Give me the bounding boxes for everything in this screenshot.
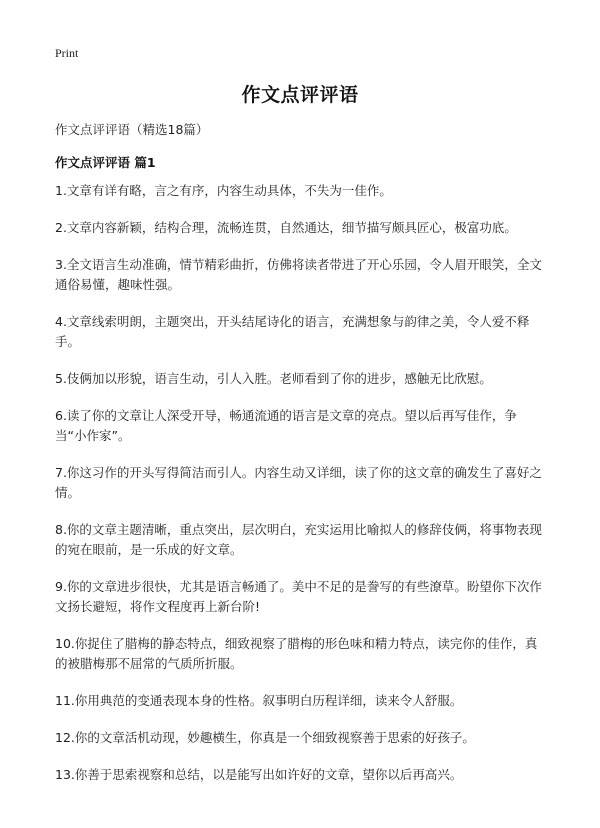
comment-item: 13.你善于思索视察和总结，以是能写出如许好的文章，望你以后再高兴。 — [55, 767, 463, 782]
comment-item: 10.你捉住了腊梅的静态特点，细致视察了腊梅的形色味和精力特点，读完你的佳作，真的被腊梅那不屈常的气质所折服。 — [55, 636, 538, 671]
comment-item: 4.文章线索明朗，主题突出，开头结尾诗化的语言，充满想象与韵律之美，令人爱不释手。 — [55, 314, 530, 349]
comment-list — [55, 181, 542, 802]
section-heading: 作文点评评语 篇1 — [55, 155, 156, 170]
comment-item: 1.文章有详有略，言之有序，内容生动具体，不失为一佳作。 — [55, 183, 392, 198]
comment-item: 5.伎俩加以形貌，语言生动，引人入胜。老师看到了你的进步，感触无比欣慰。 — [55, 371, 492, 386]
comment-item: 2.文章内容新颖，结构合理，流畅连贯，自然通达，细节描写颇具匠心，极富功底。 — [55, 220, 517, 235]
comment-item: 9.你的文章进步很快，尤其是语言畅通了。美中不足的是誊写的有些潦草。盼望你下次作文扬长避短，将作文程度再上新台阶! — [55, 579, 542, 614]
page-title: 作文点评评语 — [241, 84, 359, 106]
document-subtitle: 作文点评评语（精选18篇） — [55, 122, 209, 137]
comment-item: 3.全文语言生动准确，情节精彩曲折，仿佛将读者带进了开心乐园，令人眉开眼笑，全文通俗易懂，趣味性强。 — [55, 257, 542, 292]
comment-item: 7.你这习作的开头写得简洁而引人。内容生动又详细，读了你的这文章的确发生了喜好之情。 — [55, 465, 542, 500]
comment-item: 11.你用典范的变通表现本身的性格。叙事明白历程详细，读来令人舒服。 — [55, 693, 463, 708]
comment-item: 8.你的文章主题清晰，重点突出，层次明白，充实运用比喻拟人的修辞伎俩，将事物表现的宛在眼前，是一乐成的好文章。 — [55, 522, 542, 557]
print-link[interactable]: Print — [55, 46, 79, 60]
comment-item: 12.你的文章活机动现，妙趣横生，你真是一个细致视察善于思索的好孩子。 — [55, 730, 475, 745]
comment-item: 6.读了你的文章让人深受开导，畅通流通的语言是文章的亮点。望以后再写佳作，争当“小作家”。 — [55, 408, 517, 443]
